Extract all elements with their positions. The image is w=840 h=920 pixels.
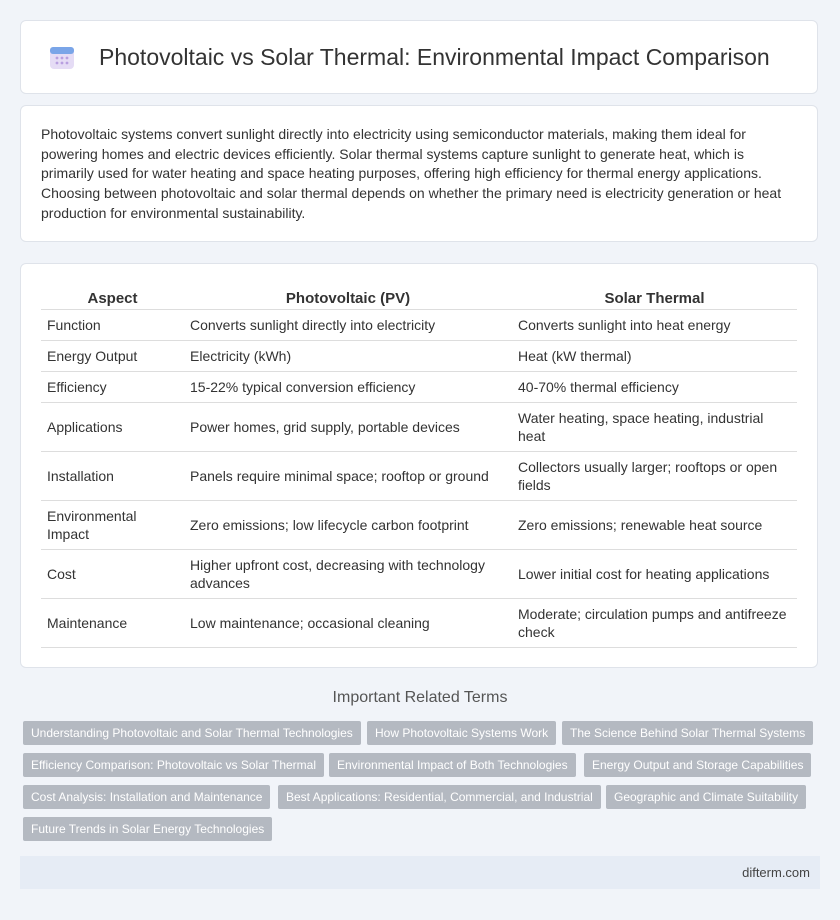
table-row xyxy=(41,341,797,372)
table-cell: Converts sunlight directly into electricity xyxy=(184,310,512,341)
table-cell: Applications xyxy=(41,403,184,452)
header-card xyxy=(20,20,818,94)
table-cell: Energy Output xyxy=(41,341,184,372)
table-cell: Panels require minimal space; rooftop or ground xyxy=(184,452,512,501)
related-term-tag[interactable]: Cost Analysis: Installation and Maintenance xyxy=(23,785,270,809)
related-term-tag[interactable]: Geographic and Climate Suitability xyxy=(606,785,806,809)
related-term-tag[interactable]: Environmental Impact of Both Technologies xyxy=(329,753,576,777)
table-cell: Electricity (kWh) xyxy=(184,341,512,372)
calendar-icon xyxy=(47,42,77,72)
table-cell: Collectors usually larger; rooftops or open fields xyxy=(512,452,797,501)
table-row xyxy=(41,501,797,550)
table-row xyxy=(41,372,797,403)
related-term-tag[interactable]: The Science Behind Solar Thermal Systems xyxy=(562,721,813,745)
table-cell: Water heating, space heating, industrial heat xyxy=(512,403,797,452)
table-cell: Maintenance xyxy=(41,599,184,648)
related-term-tag[interactable]: Energy Output and Storage Capabilities xyxy=(584,753,811,777)
related-terms-title: Important Related Terms xyxy=(332,689,508,706)
table-cell: Efficiency xyxy=(41,372,184,403)
table-cell: Zero emissions; low lifecycle carbon footprint xyxy=(184,501,512,550)
table-cell: Installation xyxy=(41,452,184,501)
table-cell: Higher upfront cost, decreasing with technology advances xyxy=(184,550,512,599)
related-term-tag[interactable]: Future Trends in Solar Energy Technologies xyxy=(23,817,272,841)
related-term-tag[interactable]: How Photovoltaic Systems Work xyxy=(367,721,556,745)
table-cell: Converts sunlight into heat energy xyxy=(512,310,797,341)
site-name[interactable]: difterm.com xyxy=(742,865,810,880)
column-header-solar-thermal: Solar Thermal xyxy=(512,284,797,310)
table-cell: Heat (kW thermal) xyxy=(512,341,797,372)
table-row xyxy=(41,599,797,648)
table-cell: Moderate; circulation pumps and antifreeze check xyxy=(512,599,797,648)
table-row xyxy=(41,550,797,599)
table-cell: 15-22% typical conversion efficiency xyxy=(184,372,512,403)
related-term-tag[interactable]: Efficiency Comparison: Photovoltaic vs Solar Thermal xyxy=(23,753,324,777)
intro-card xyxy=(20,105,818,242)
comparison-table-card xyxy=(20,263,818,668)
comparison-table xyxy=(41,284,797,648)
table-cell: Function xyxy=(41,310,184,341)
table-row xyxy=(41,452,797,501)
page-title: Photovoltaic vs Solar Thermal: Environmental Impact Comparison xyxy=(99,43,770,70)
table-cell: Lower initial cost for heating applications xyxy=(512,550,797,599)
intro-paragraph: Photovoltaic systems convert sunlight directly into electricity using semiconductor materials, making them ideal for powering homes and electric devices efficiently. Solar thermal systems capture sunlight to generate heat, which is primarily used for water heating and space heating purposes, offering high efficiency for thermal energy applications. Choosing between photovoltaic and solar thermal depends on whether the primary need is electricity generation or heat production for environmental sustainability. xyxy=(41,126,782,221)
table-cell: Cost xyxy=(41,550,184,599)
table-row xyxy=(41,310,797,341)
related-term-tag[interactable]: Understanding Photovoltaic and Solar Thermal Technologies xyxy=(23,721,361,745)
column-header-aspect: Aspect xyxy=(41,284,184,310)
related-term-tag[interactable]: Best Applications: Residential, Commercial, and Industrial xyxy=(278,785,601,809)
table-cell: 40-70% thermal efficiency xyxy=(512,372,797,403)
table-cell: Power homes, grid supply, portable devices xyxy=(184,403,512,452)
table-cell: Low maintenance; occasional cleaning xyxy=(184,599,512,648)
table-row xyxy=(41,403,797,452)
column-header-photovoltaic: Photovoltaic (PV) xyxy=(184,284,512,310)
footer xyxy=(20,856,820,889)
table-cell: Environmental Impact xyxy=(41,501,184,550)
table-cell: Zero emissions; renewable heat source xyxy=(512,501,797,550)
